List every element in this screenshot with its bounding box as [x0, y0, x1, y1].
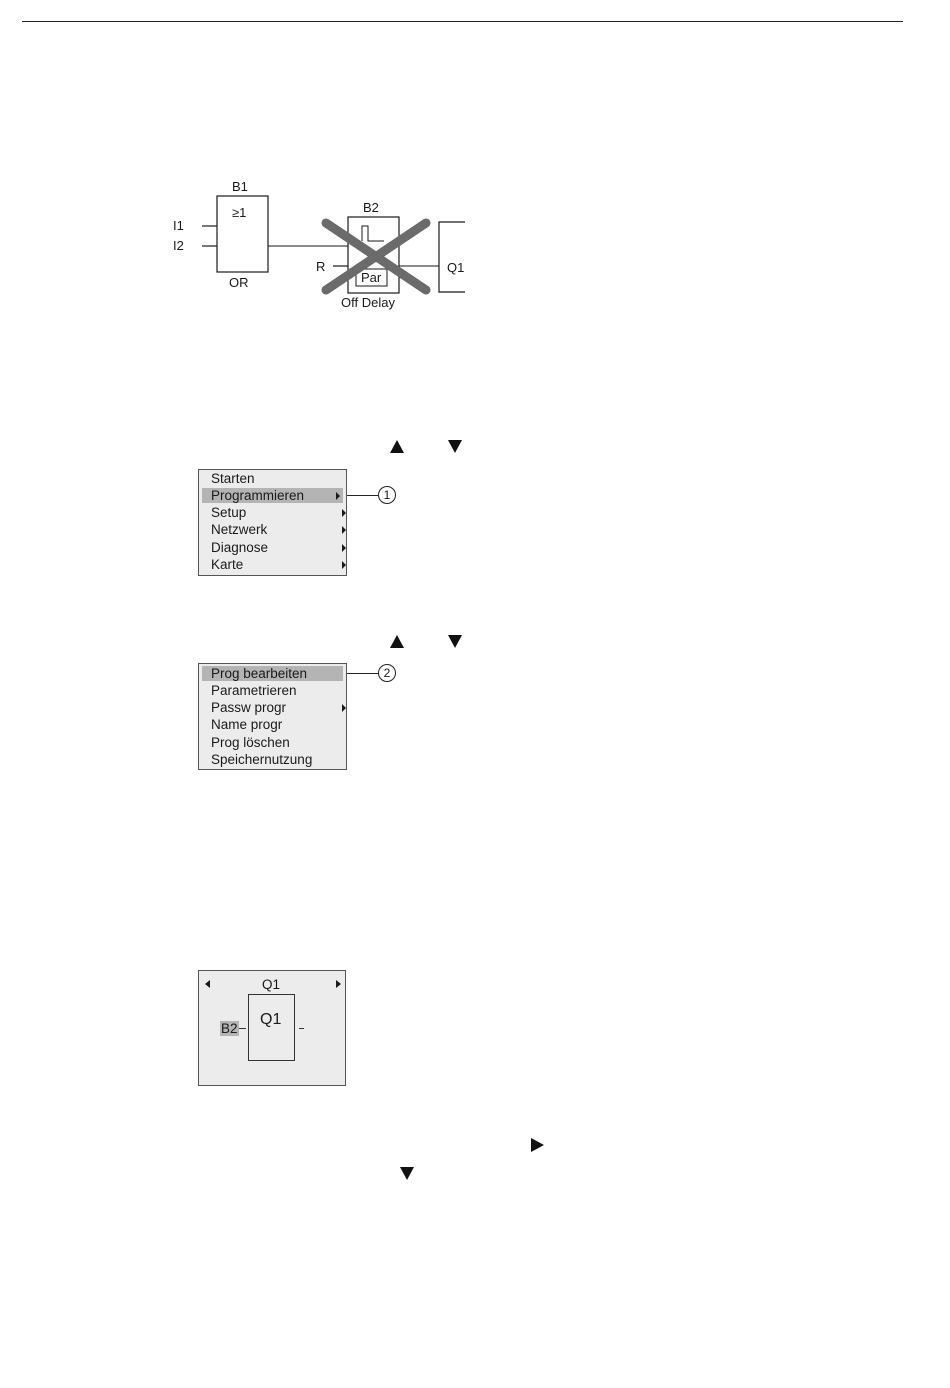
submenu-arrow-icon: [342, 704, 346, 712]
menu-item-prog-loeschen[interactable]: [202, 735, 349, 750]
menu-item-programmieren[interactable]: [202, 488, 343, 503]
program-menu-display: [198, 663, 347, 770]
input-wire: [239, 1028, 246, 1029]
block1-id: B1: [232, 179, 248, 194]
submenu-arrow-icon: [342, 509, 346, 517]
menu-item-parametrieren[interactable]: [202, 683, 349, 698]
menu-item-label: Karte: [211, 557, 244, 572]
output-block[interactable]: [248, 994, 295, 1061]
menu-item-label: Setup: [211, 505, 247, 520]
menu-item-label: Prog bearbeiten: [211, 666, 308, 681]
menu-item-label: Programmieren: [211, 488, 305, 503]
main-menu-display: [198, 469, 347, 576]
editor-title: Q1: [262, 977, 281, 992]
submenu-arrow-icon: [342, 526, 346, 534]
menu-item-label: Netzwerk: [211, 522, 268, 537]
reset-input-label: R: [316, 259, 326, 274]
block1-symbol: ≥1: [232, 205, 247, 220]
input-i2-label: I2: [173, 238, 184, 253]
menu-item-prog-bearbeiten[interactable]: [202, 666, 343, 681]
menu-item-passw-progr[interactable]: [202, 700, 349, 715]
menu-item-label: Speichernutzung: [211, 752, 313, 767]
output-wire: [299, 1028, 304, 1029]
menu-item-netzwerk[interactable]: [202, 522, 349, 537]
menu-item-speichernutzung[interactable]: [202, 752, 349, 767]
menu-item-label: Diagnose: [211, 540, 269, 555]
menu-item-starten[interactable]: [202, 471, 332, 486]
block2-id: B2: [363, 200, 379, 215]
block2-caption: Off Delay: [341, 295, 395, 310]
menu-item-karte[interactable]: [202, 557, 349, 572]
down-arrow-icon: [400, 1167, 414, 1180]
menu-item-label: Starten: [211, 471, 255, 486]
menu-item-setup[interactable]: [202, 505, 349, 520]
menu-item-label: Passw progr: [211, 700, 287, 715]
output-block: [439, 222, 465, 292]
down-arrow-icon: [448, 635, 462, 648]
input-cursor-b2[interactable]: B2: [221, 1021, 238, 1036]
up-arrow-icon: [390, 635, 404, 648]
callout-number: 1: [378, 486, 396, 504]
right-arrow-icon: [531, 1138, 544, 1152]
menu-item-label: Parametrieren: [211, 683, 297, 698]
submenu-arrow-icon: [342, 544, 346, 552]
menu-item-label: Name progr: [211, 717, 283, 732]
param-label: Par: [361, 270, 382, 285]
output-label: Q1: [447, 260, 465, 275]
menu-item-label: Prog löschen: [211, 735, 290, 750]
menu-item-name-progr[interactable]: [202, 717, 349, 732]
scroll-left-icon[interactable]: [205, 980, 210, 988]
submenu-arrow-icon: [336, 492, 340, 500]
function-block-diagram: [0, 0, 950, 330]
program-editor-display: [198, 970, 346, 1086]
up-arrow-icon: [390, 440, 404, 453]
output-block-label: Q1: [260, 1011, 282, 1028]
block1-caption: OR: [229, 275, 249, 290]
callout-number: 2: [378, 664, 396, 682]
down-arrow-icon: [448, 440, 462, 453]
scroll-right-icon[interactable]: [336, 980, 341, 988]
menu-item-diagnose[interactable]: [202, 540, 349, 555]
submenu-arrow-icon: [342, 561, 346, 569]
input-i1-label: I1: [173, 218, 184, 233]
